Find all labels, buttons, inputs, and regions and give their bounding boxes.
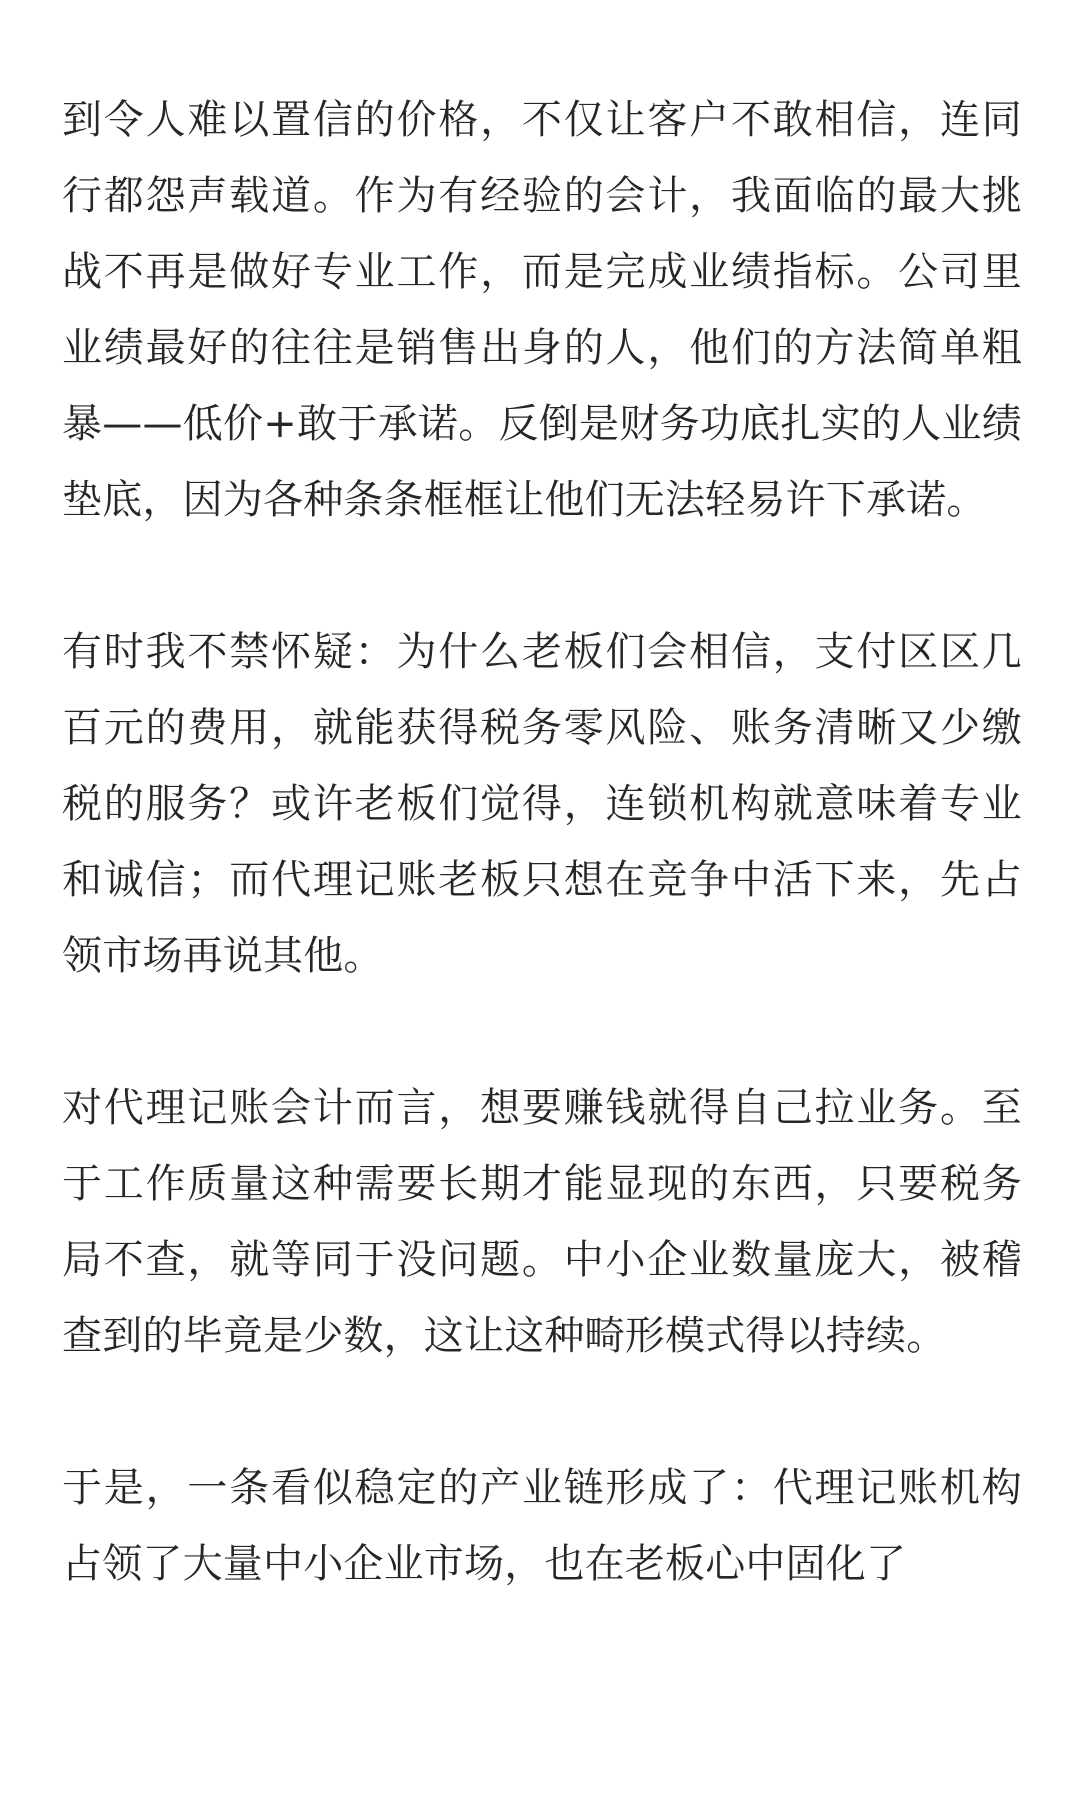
paragraph-3: 对代理记账会计而言，想要赚钱就得自己拉业务。至于工作质量这种需要长期才能显现的东西，只要税务局不查，就等同于没问题。中小企业数量庞大，被稽查到的毕竟是少数，这让这种畸形模式得以持续。 [62,1085,1022,1359]
paragraph-4: 于是，一条看似稳定的产业链形成了：代理记账机构占领了大量中小企业市场，也在老板心中固化了 [62,1465,1022,1587]
paragraph-1: 到令人难以置信的价格，不仅让客户不敢相信，连同行都怨声载道。作为有经验的会计，我面临的最大挑战不再是做好专业工作，而是完成业绩指标。公司里业绩最好的往往是销售出身的人，他们的方法简单粗暴——低价+敢于承诺。反倒是财务功底扎实的人业绩垫底，因为各种条条框框让他们无法轻易许下承诺。 [62,97,1022,523]
paragraph-2: 有时我不禁怀疑：为什么老板们会相信，支付区区几百元的费用，就能获得税务零风险、账务清晰又少缴税的服务？或许老板们觉得，连锁机构就意味着专业和诚信；而代理记账老板只想在竞争中活下来，先占领市场再说其他。 [62,629,1022,979]
article-body [62,82,1022,1678]
